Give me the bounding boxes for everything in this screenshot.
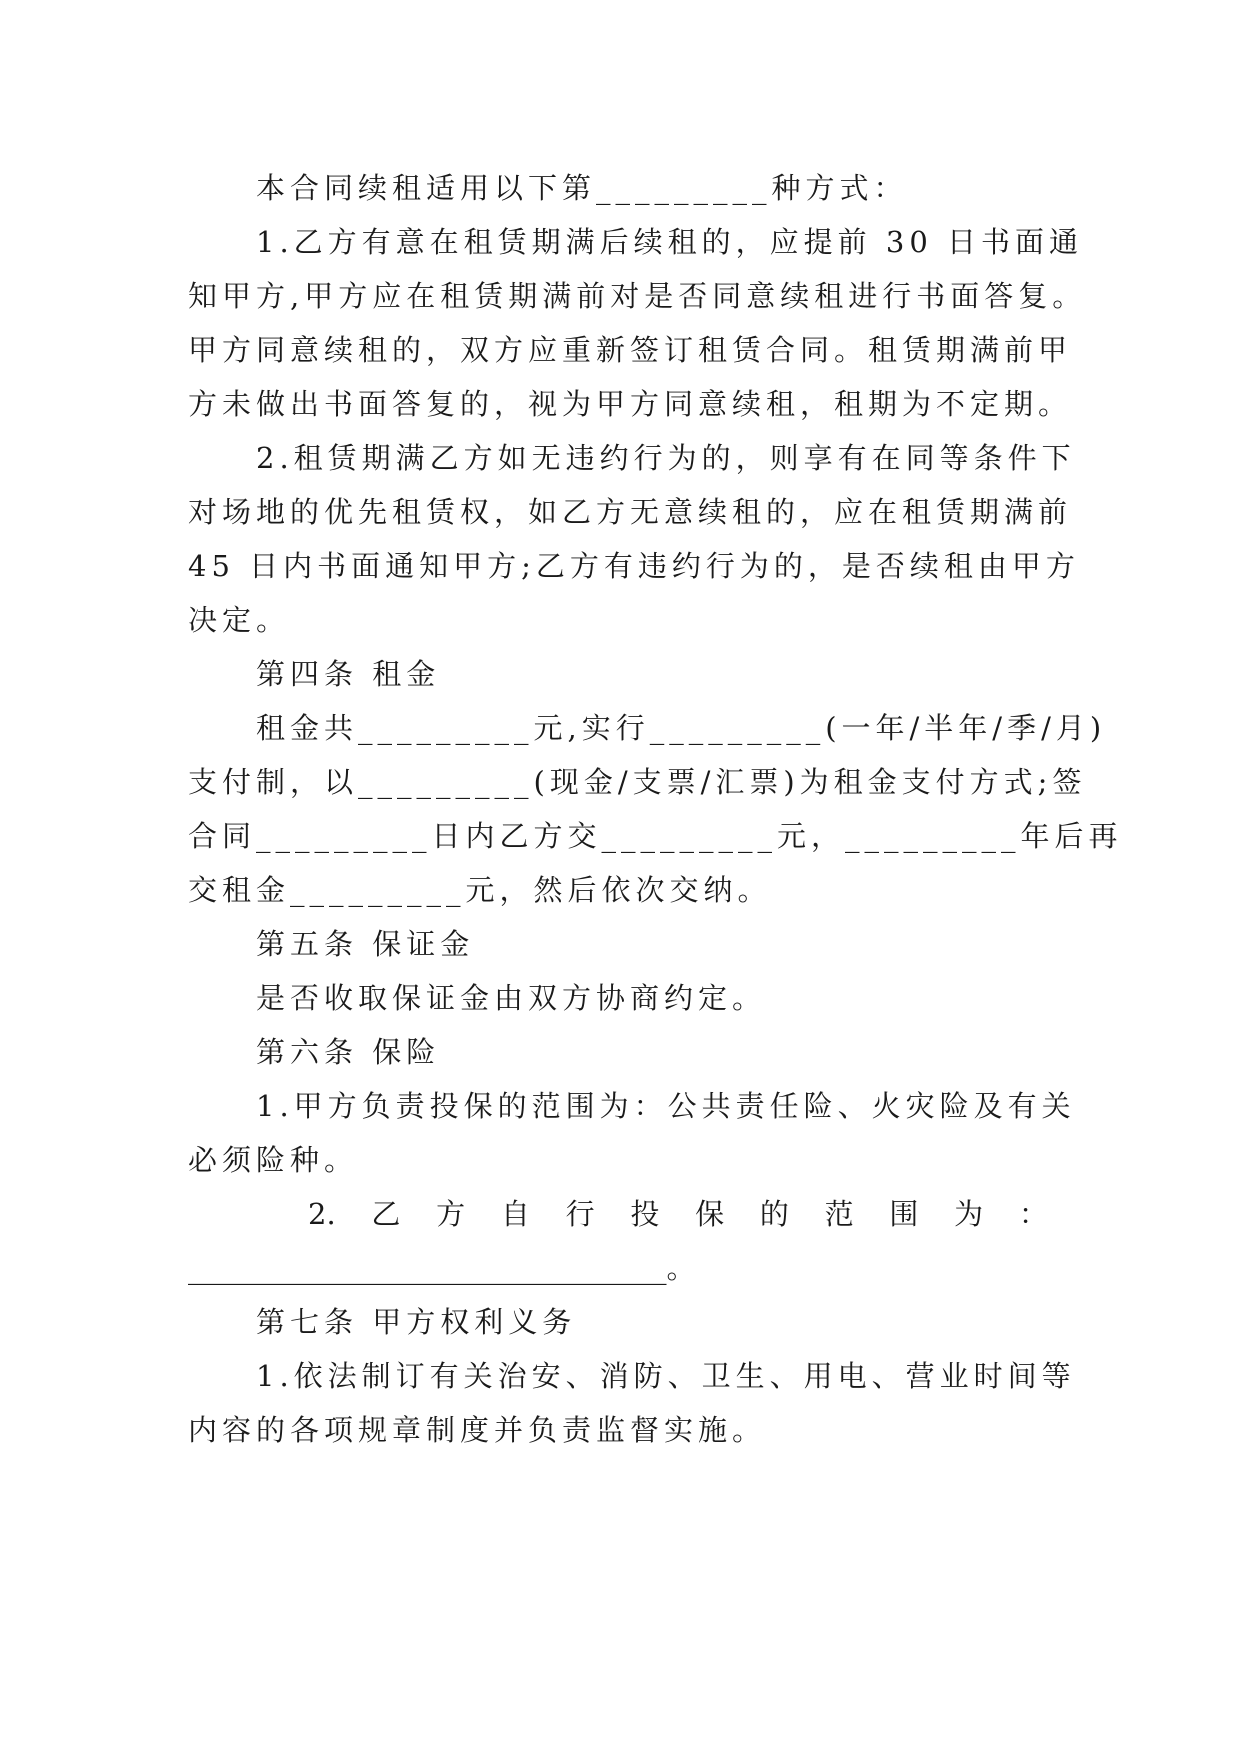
insurance-2-line-2: _________________________________。 bbox=[188, 1251, 696, 1285]
rent-line-4: 交租金_________元，然后依次交纳。 bbox=[188, 873, 772, 907]
insurance-2-char: 乙 bbox=[371, 1197, 401, 1231]
clause-1-line-3: 甲方同意续租的，双方应重新签订租赁合同。租赁期满前甲 bbox=[188, 333, 1073, 367]
article-4-heading: 第四条 租金 bbox=[256, 657, 441, 691]
insurance-2-char: 2. bbox=[308, 1197, 336, 1231]
insurance-2-char: 行 bbox=[565, 1197, 595, 1231]
insurance-2-char: 范 bbox=[824, 1197, 854, 1231]
clause-1-line-4: 方未做出书面答复的，视为甲方同意续租，租期为不定期。 bbox=[188, 387, 1073, 421]
clause-1-line-1: 1.乙方有意在租赁期满后续租的，应提前 30 日书面通 bbox=[256, 225, 1084, 259]
duty-1-line-1: 1.依法制订有关治安、消防、卫生、用电、营业时间等 bbox=[256, 1359, 1076, 1393]
insurance-2-char: 方 bbox=[436, 1197, 466, 1231]
insurance-1-line-2: 必须险种。 bbox=[188, 1143, 359, 1177]
clause-2-line-2: 对场地的优先租赁权，如乙方无意续租的，应在租赁期满前 bbox=[188, 495, 1073, 529]
article-7-heading: 第七条 甲方权利义务 bbox=[256, 1305, 577, 1339]
insurance-2-char: 投 bbox=[630, 1197, 660, 1231]
rent-line-2: 支付制，以_________(现金/支票/汇票)为租金支付方式;签 bbox=[188, 765, 1087, 799]
rent-line-1: 租金共_________元,实行_________(一年/半年/季/月) bbox=[256, 711, 1107, 745]
insurance-2-char: 围 bbox=[889, 1197, 919, 1231]
insurance-2-char: 的 bbox=[759, 1197, 789, 1231]
insurance-1-line-1: 1.甲方负责投保的范围为：公共责任险、火灾险及有关 bbox=[256, 1089, 1076, 1123]
clause-2-line-4: 决定。 bbox=[188, 603, 291, 637]
renewal-method-line: 本合同续租适用以下第_________种方式： bbox=[256, 171, 908, 205]
insurance-2-line-1 bbox=[188, 1194, 1048, 1234]
insurance-2-char: 自 bbox=[500, 1197, 530, 1231]
article-6-heading: 第六条 保险 bbox=[256, 1035, 441, 1069]
clause-1-line-2: 知甲方,甲方应在租赁期满前对是否同意续租进行书面答复。 bbox=[188, 279, 1087, 313]
insurance-2-char: ： bbox=[1018, 1197, 1048, 1231]
article-5-heading: 第五条 保证金 bbox=[256, 927, 475, 961]
deposit-line: 是否收取保证金由双方协商约定。 bbox=[256, 981, 767, 1015]
clause-2-line-1: 2.租赁期满乙方如无违约行为的，则享有在同等条件下 bbox=[256, 441, 1076, 475]
rent-line-3: 合同_________日内乙方交_________元，_________年后再 bbox=[188, 819, 1123, 853]
insurance-2-char: 保 bbox=[695, 1197, 725, 1231]
clause-2-line-3: 45 日内书面通知甲方;乙方有违约行为的，是否续租由甲方 bbox=[188, 549, 1080, 583]
duty-1-line-2: 内容的各项规章制度并负责监督实施。 bbox=[188, 1413, 767, 1447]
insurance-2-char: 为 bbox=[954, 1197, 984, 1231]
